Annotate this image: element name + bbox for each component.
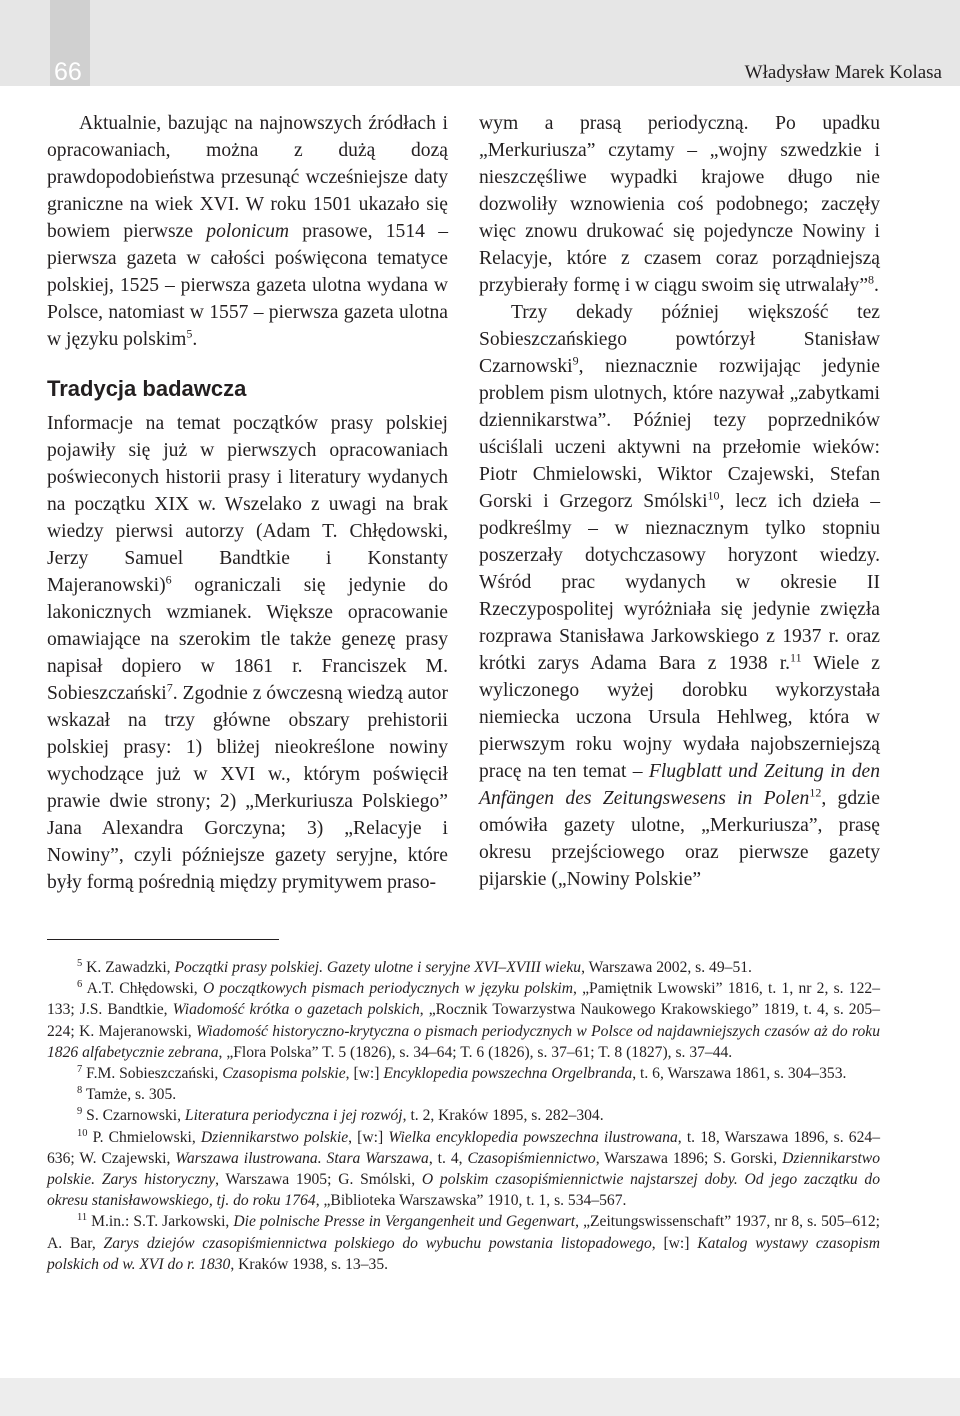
body-paragraph: Aktualnie, bazując na najnowszych źródłach i opracowaniach, można z dużą dozą prawdopodobieństwa przesunąć wcześniejsze daty graniczne na wiek XVI. W roku 1501 ukazało się bowiem pierwsze polonicum prasowe, 1514 – pierwsza gazeta w całości poświęcona tematyce polskiej, 1525 – pierwsza gazeta ulotna wydana w Polsce, natomiast w 1557 – pierwsza gazeta ulotna w języku polskim$^5$. bbox=[47, 113, 448, 350]
footnote-number: 8 bbox=[77, 1085, 83, 1097]
footnote-number: 11 bbox=[77, 1212, 88, 1224]
footnote-ref[interactable]: 8 bbox=[868, 272, 875, 287]
footnote-number: 10 bbox=[77, 1127, 88, 1139]
body-paragraph: Informacje na temat początków prasy polskiej pojawiły się już w pierwszych opracowaniach poświeconych historii prasy i literatury wydanych na początku XIX w. Wszelako z uwagi na brak wiedzy pierwsi autorzy (Adam T. Chłędowski, Jerzy Samuel Bandtkie i Konstanty Majeranowski)$^6$ ograniczali się jedynie do lakonicznych wzmianek. Większe opracowanie omawiające na szerokim tle także genezę prasy napisał dopiero w 1861 r. Franciszek M. Sobieszczański$^7$. Zgodnie z ówczesną wiedzą autor wskazał na trzy główne obszary prehistorii polskiej prasy: 1) bliżej nieokreślone nowiny wychodzące już w XVI w., którym poświęcił prawie dwie strony; 2) „Merkuriusza Polskiego” Jana Alexandra Gorczyna; 3) „Relacyje i Nowiny”, czyli późniejsze gazety seryjne, które były formą pośrednią między prymitywem praso- bbox=[47, 413, 448, 893]
footnote-ref[interactable]: 11 bbox=[790, 650, 802, 665]
footnote-6: $^6$ A.T. Chłędowski, O początkowych pismach periodycznych w języku polskim, „Pamiętnik Lwowski” 1816, t. 1, nr 2, s. 122–133; J.S. Bandtkie, Wiadomość krótka o gazetach polskich, „Rocznik Towarzystwa Naukowego Krakowskiego” 1819, t. 4, s. 205–224; K. Majeranowski, Wiadomość historyczno-krytyczna o pismach periodycznych w Polsce od najdawniejszych czasów aż do roku 1826 alfabetycznie zebrana, „Flora Polska” T. 5 (1826), s. 34–64; T. 6 (1826), s. 37–61; T. 8 (1827), s. 37–44. bbox=[47, 979, 880, 1061]
left-column bbox=[47, 110, 448, 896]
footnote-number: 5 bbox=[77, 957, 83, 969]
footnote-5: $^5$ K. Zawadzki, Początki prasy polskiej. Gazety ulotne i seryjne XVI–XVIII wieku, Warszawa 2002, s. 49–51. bbox=[77, 957, 752, 976]
footnote-number: 7 bbox=[77, 1063, 83, 1075]
page-number: 66 bbox=[54, 58, 82, 86]
footnote-rule bbox=[47, 939, 279, 940]
footnote-ref[interactable]: 9 bbox=[572, 353, 579, 368]
footnote-ref[interactable]: 12 bbox=[809, 785, 822, 800]
running-head: Władysław Marek Kolasa bbox=[744, 62, 942, 83]
footnote-9: $^9$ S. Czarnowski, Literatura periodyczna i jej rozwój, t. 2, Kraków 1895, s. 282–304. bbox=[77, 1106, 604, 1125]
footnotes bbox=[47, 957, 880, 1275]
footnote-11: $^{11}$ M.in.: S.T. Jarkowski, Die polnische Presse in Vergangenheit und Gegenwart, „Zeitungswissenschaft” 1937, nr 8, s. 505–612; A. Bar, Zarys dziejów czasopiśmiennictwa polskiego do wybuchu powstania listopadowego, [w:] Katalog wystawy czasopism polskich od w. XVI do r. 1830, Kraków 1938, s. 13–35. bbox=[47, 1212, 880, 1273]
section-heading: Tradycja badawcza bbox=[47, 376, 247, 401]
right-column bbox=[479, 110, 880, 893]
footnote-7: $^7$ F.M. Sobieszczański, Czasopisma polskie, [w:] Encyklopedia powszechna Orgelbranda, t. 6, Warszawa 1861, s. 304–353. bbox=[77, 1063, 847, 1083]
footnote-ref[interactable]: 10 bbox=[707, 488, 720, 503]
footer-band bbox=[0, 1378, 960, 1416]
footnote-8: $^8$ Tamże, s. 305. bbox=[77, 1085, 177, 1104]
body-paragraph: Trzy dekady później większość tez Sobieszczańskiego powtórzył Stanisław Czarnowski$^9$, nieznacznie rozwijając jedynie problem pism ulotnych, które nazywał „zabytkami dziennikarstwa”. Później tezy poprzedników uściślali uczeni aktywni na przełomie wieków: Piotr Chmielowski, Wiktor Czajewski, Stefan Gorski i Grzegorz Smólski$^{10}$, lecz ich dzieła – podkreślmy – w nieznacznym tylko stopniu poszerzały dotychczasowy horyzont wiedzy. Wśród prac wydanych w okresie II Rzeczypospolitej wyróżniała się jedynie zwięzła rozprawa Stanisława Jarkowskiego z 1937 r. oraz krótki zarys Adama Bara z 1938 r.$^{11}$ Wiele z wyliczonego wyżej dorobku wykorzystała niemiecka uczona Ursula Hehlweg, która w pierwszym roku wojny wydała najobszerniejszą pracę na ten temat – Flugblatt und Zeitung in den Anfängen des Zeitungswesens in Polen$^{12}$, gdzie omówiła gazety ulotne, „Merkuriusza”, prasę okresu przejściowego oraz pierwsze gazety pijarskie („Nowiny Polskie” bbox=[479, 302, 881, 890]
footnote-ref[interactable]: 7 bbox=[166, 680, 173, 695]
footnote-ref[interactable]: 5 bbox=[186, 326, 193, 341]
footnote-number: 6 bbox=[77, 979, 83, 991]
italic-term: polonicum bbox=[206, 221, 290, 242]
italic-title: Flugblatt und Zeitung in den Anfängen des Zeitungswesens in Polen bbox=[479, 761, 880, 809]
footnote-number: 9 bbox=[77, 1106, 83, 1118]
body-paragraph: wym a prasą periodyczną. Po upadku „Merkuriusza” czytamy – „wojny szwedzkie i nieszczęśliwe wypadki krajowe długo nie dozwoliły wznowienia coś podobnego; zaczęły więc znowu drukować się pojedyncze Nowiny i Relacyje, które z czasem coraz porządniejszą przybierały formę i w ciągu swoim się utrwalały”$^8$. bbox=[479, 113, 880, 296]
footnote-10: $^{10}$ P. Chmielowski, Dziennikarstwo polskie, [w:] Wielka encyklopedia powszechna ilustrowana, t. 18, Warszawa 1896, s. 624–636; W. Czajewski, Warszawa ilustrowana. Stara Warszawa, t. 4, Czasopiśmiennictwo, Warszawa 1896; S. Gorski, Dziennikarstwo polskie. Zarys historyczny, Warszawa 1905; G. Smólski, O polskim czasopiśmiennictwie najstarszej doby. Od jego zaczątku do okresu stanisławowskiego, tj. do roku 1764, „Biblioteka Warszawska” 1910, t. 1, s. 534–567. bbox=[47, 1127, 880, 1210]
footnote-ref[interactable]: 6 bbox=[165, 572, 172, 587]
